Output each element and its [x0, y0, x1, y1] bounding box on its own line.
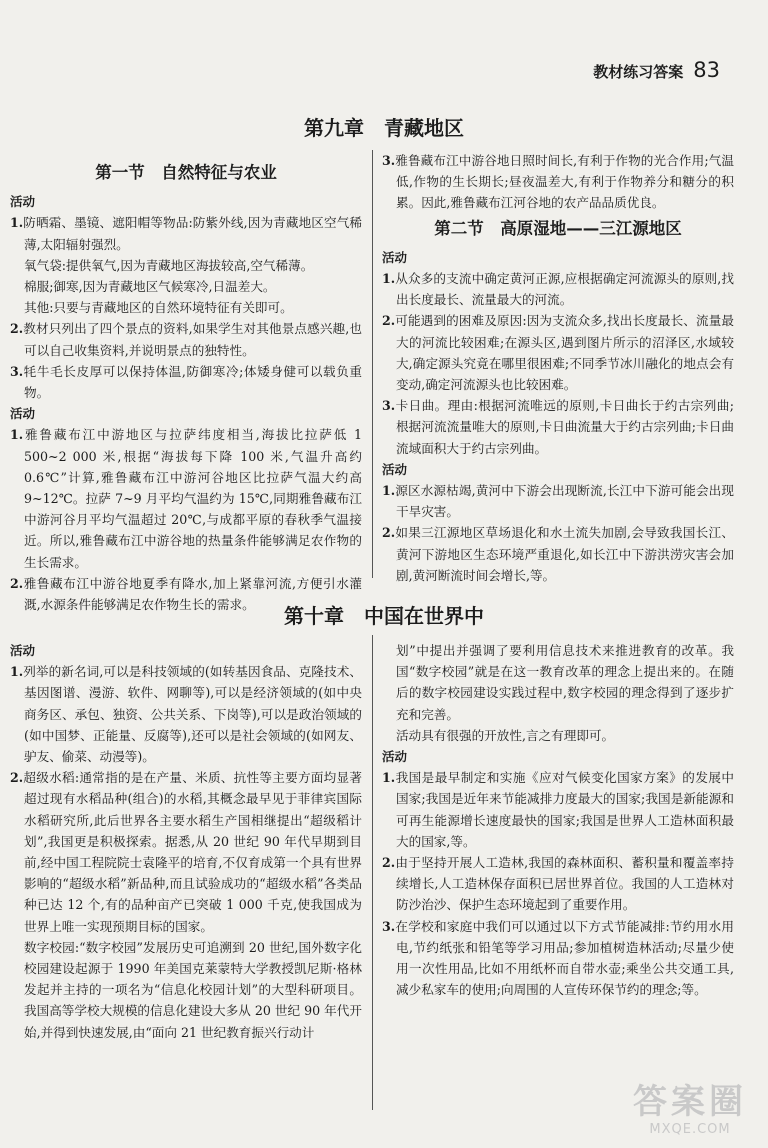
answer-item — [382, 852, 734, 916]
section-2-title: 第二节 高原湿地——三江源地区 — [434, 218, 682, 238]
item-text: 我国是最早制定和实施《应对气候变化国家方案》的发展中国家;我国是近年来节能减排力度最大的国家;我国是新能源和可再生能源增长速度最快的国家;我国是世界人工造林面积最大的国家,等。 — [395, 770, 734, 849]
answer-item — [10, 937, 362, 1043]
item-number: 1. — [10, 664, 24, 680]
site-watermark — [626, 1082, 754, 1140]
item-text: 列举的新名词,可以是科技领域的(如转基因食品、克隆技术、基因图谱、漫游、软件、网聊等),可以是经济领域的(如中央商务区、承包、独资、公共关系、下岗等),可以是政治领域的(如中国梦、正能量、反腐等),还可以是社会领域的(如网友、驴友、偷菜、动漫等)。 — [23, 664, 362, 765]
answer-item — [10, 424, 362, 572]
answer-item — [10, 661, 362, 767]
answer-item — [10, 361, 362, 403]
ch10-right-column — [382, 640, 734, 1000]
activity-heading: 活动 — [382, 749, 408, 765]
item-text: 雅鲁藏布江中游谷地夏季有降水,加上紧靠河流,方便引水灌溉,水源条件能够满足农作物生长的需求。 — [23, 575, 362, 613]
answer-item — [382, 916, 734, 1001]
item-text: 其他:只要与青藏地区的自然环境特征有关即可。 — [24, 300, 293, 316]
item-number: 3. — [382, 153, 396, 168]
answer-item — [382, 268, 734, 310]
activity-heading: 活动 — [10, 406, 36, 422]
item-text: 在学校和家庭中我们可以通过以下方式节能减排:节约用水用电,节约纸张和铅笔等学习用品;参加植树造林活动;尽量少使用一次性用品,比如不用纸杯而自带水壶;乘坐公共交通工具,减少私家车的使用;向周围的人宣传环保节约的理念;等。 — [395, 918, 734, 998]
item-number: 1. — [10, 215, 24, 231]
chapter-10-title: 第十章 中国在世界中 — [284, 604, 484, 628]
answer-item — [10, 255, 362, 276]
item-text: 从众多的支流中确定黄河正源,应根据确定河流源头的原则,找出长度最长、流量最大的河流。 — [395, 271, 734, 308]
header-label: 教材练习答案 — [593, 63, 684, 81]
activity-heading: 活动 — [382, 461, 408, 477]
item-number: 2. — [382, 313, 396, 329]
item-text: 棉服;御寒,因为青藏地区气候寒冷,日温差大。 — [24, 279, 276, 295]
item-text: 氧气袋:提供氧气,因为青藏地区海拔较高,空气稀薄。 — [24, 257, 314, 273]
item-number: 2. — [382, 855, 396, 871]
answer-item — [10, 212, 362, 254]
section-1-title: 第一节 自然特征与农业 — [95, 163, 277, 182]
item-text: 卡日曲。理由:根据河流唯远的原则,卡日曲长于约古宗列曲;根据河流流量唯大的原则,卡日曲流量大于约古宗列曲;卡日曲流域面积大于约古宗列曲。 — [395, 398, 734, 456]
column-divider — [372, 150, 373, 578]
answer-item — [382, 310, 734, 395]
activity-heading: 活动 — [10, 194, 36, 210]
page-number: 83 — [693, 58, 720, 82]
answer-item — [382, 522, 734, 586]
item-number: 3. — [382, 918, 396, 934]
item-number: 3. — [382, 398, 396, 414]
activity-heading: 活动 — [10, 643, 36, 658]
item-text: 由于坚持开展人工造林,我国的森林面积、蓄积量和覆盖率持续增长,人工造林保存面积已居世界首位。我国的人工造林对防沙治沙、保护生态环境起到了重要作用。 — [395, 855, 734, 913]
chapter-9-title: 第九章 青藏地区 — [304, 116, 464, 140]
item-number: 3. — [10, 363, 24, 379]
answer-item — [382, 395, 734, 459]
item-text: 教材只列出了四个景点的资料,如果学生对其他景点感兴趣,也可以自己收集资料,并说明景点的独特性。 — [23, 321, 362, 358]
item-number: 1. — [382, 483, 396, 499]
watermark-text: 答案圈 — [633, 1082, 747, 1122]
continued-text: 划”中提出并强调了要利用信息技术来推进教育的改革。我国“数字校园”就是在这一教育改革的理念上提出来的。在随后的数字校园建设实践过程中,数字校园的理念得到了逐步扩充和完善。 — [396, 643, 734, 722]
answer-item — [382, 150, 734, 214]
open-note: 活动具有很强的开放性,言之有理即可。 — [396, 727, 615, 743]
page-header — [593, 58, 720, 82]
watermark-url: MXQE.COM — [649, 1122, 731, 1137]
item-text: 源区水源枯竭,黄河中下游会出现断流,长江中下游可能会出现干旱灾害。 — [395, 483, 734, 520]
item-number: 2. — [10, 575, 24, 591]
item-number: 2. — [382, 525, 396, 541]
item-text: 牦牛毛长皮厚可以保持体温,防御寒冷;体矮身健可以载负重物。 — [23, 363, 362, 401]
answer-item — [10, 297, 362, 318]
answer-item — [10, 318, 362, 360]
answer-item — [10, 767, 362, 937]
item-number: 1. — [382, 271, 396, 287]
answer-item — [382, 767, 734, 852]
ch9-left-column — [10, 160, 362, 615]
item-number: 2. — [10, 321, 24, 337]
item-text: 防晒霜、墨镜、遮阳帽等物品:防紫外线,因为青藏地区空气稀薄,太阳辐射强烈。 — [23, 215, 362, 252]
item-number: 1. — [382, 770, 396, 786]
activity-heading: 活动 — [382, 249, 408, 265]
answer-item — [382, 480, 734, 522]
ch10-left-column — [10, 640, 362, 1043]
item-text: 雅鲁藏布江中游谷地日照时间长,有利于作物的光合作用;气温低,作物的生长期长;昼夜温差大,有利于作物养分和糖分的积累。因此,雅鲁藏布江河谷地的农产品品质优良。 — [395, 153, 734, 211]
column-divider — [372, 635, 373, 1110]
item-text: 超级水稻:通常指的是在产量、米质、抗性等主要方面均显著超过现有水稻品种(组合)的水稻,其概念最早见于菲律宾国际水稻研究所,此后世界各主要水稻生产国相继提出“超级稻计划”,我国更是积极探索。据悉,从 20 世纪 90 年代早期到目前,经中国工程院院士袁隆平的培育,不仅育成第一个具有世界影响的“超级水稻”新品种,而且试验成功的“超级水稻”各类品种已达 12 个,有的品种亩产已突破 1 000 千克,使我国成为世界上唯一实现预期目标的国家。 — [23, 770, 362, 934]
answer-item — [10, 276, 362, 297]
item-number: 2. — [10, 770, 24, 786]
item-text: 雅鲁藏布江中游地区与拉萨纬度相当,海拔比拉萨低 1 500~2 000 米,根据“海拔每下降 100 米,气温升高约0.6℃”计算,雅鲁藏布江中游河谷地区比拉萨气温大约高 9~12℃。拉萨 7~9 月平均气温约为 15℃,同期雅鲁藏布江中游河谷月平均气温超过 20℃,与成都平原的春秋季气温接近。所以,雅鲁藏布江中游谷地的热量条件能够满足农作物的生长需求。 — [23, 427, 362, 570]
item-text: 如果三江源地区草场退化和水土流失加剧,会导致我国长江、黄河下游地区生态环境严重退化,如长江中下游洪涝灾害会加剧,黄河断流时间会增长,等。 — [395, 525, 734, 583]
ch9-right-column — [382, 150, 734, 586]
item-text: 数字校园:“数字校园”发展历史可追溯到 20 世纪,国外数字化校园建设起源于 1990 年美国克莱蒙特大学教授凯尼斯·格林发起并主持的一项名为“信息化校园计划”的大型科研项目。我国高等学校大规模的信息化建设大多从 20 世纪 90 年代开始,并得到快速发展,由“面向 21 世纪教育振兴行动计 — [24, 939, 362, 1040]
item-text: 可能遇到的困难及原因:因为支流众多,找出长度最长、流量最大的河流比较困难;在源头区,遇到图片所示的沼泽区,水域较大,确定源头究竟在哪里很困难;不同季节冰川融化的地点会有变动,确定河流源头也比较困难。 — [395, 313, 734, 393]
item-number: 1. — [10, 427, 24, 443]
